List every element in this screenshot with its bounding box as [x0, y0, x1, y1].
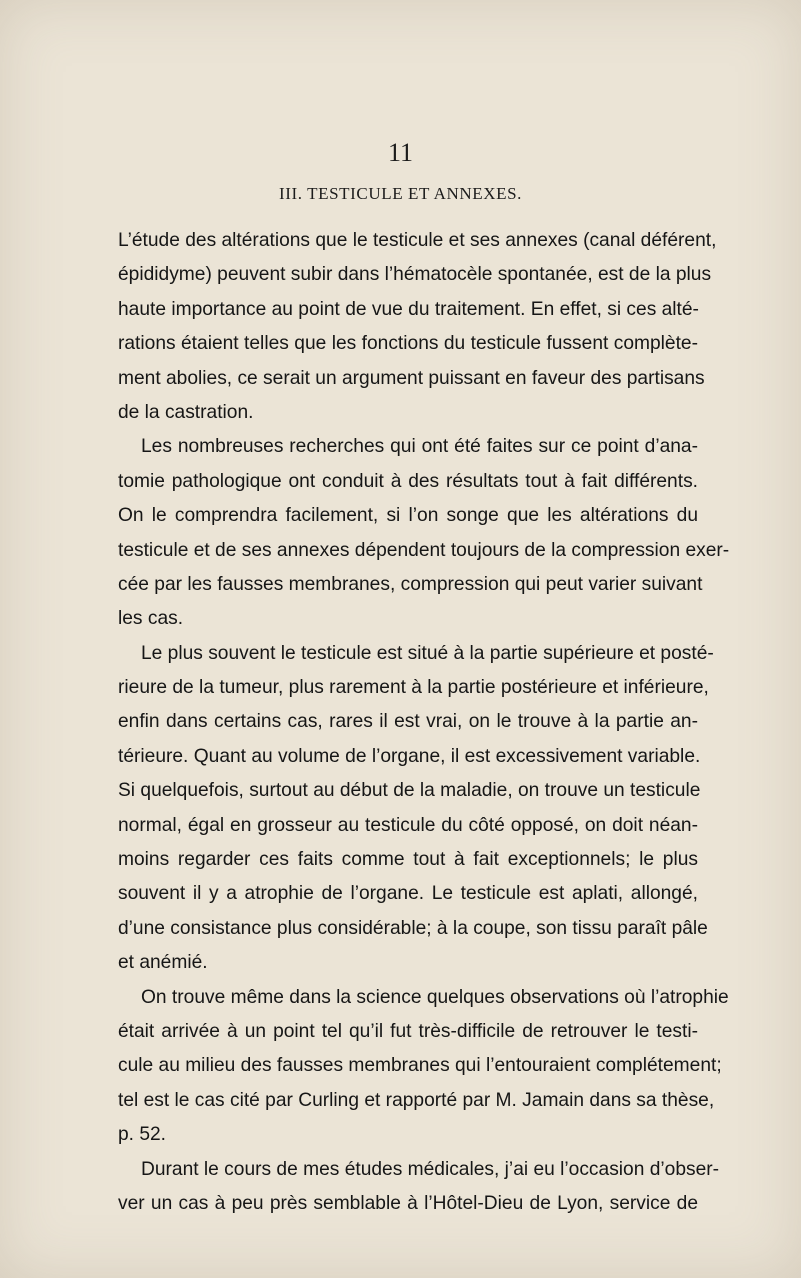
text-line: cée par les fausses membranes, compression qui peut varier suivant: [118, 573, 703, 595]
text-line: rieure de la tumeur, plus rarement à la partie postérieure et inférieure,: [118, 677, 709, 699]
text-line: était arrivée à un point tel qu’il fut très-difficile de retrouver le testi-: [118, 1020, 698, 1042]
text-line: souvent il y a atrophie de l’organe. Le testicule est aplati, allongé,: [118, 883, 698, 905]
text-line: cule au milieu des fausses membranes qui l’entouraient complétement;: [118, 1055, 722, 1077]
text-line: tomie pathologique ont conduit à des résultats tout à fait différents.: [118, 470, 698, 492]
text-line: moins regarder ces faits comme tout à fait exceptionnels; le plus: [118, 849, 698, 871]
text-line: ment abolies, ce serait un argument puissant en faveur des partisans: [118, 367, 705, 389]
section-heading: III. TESTICULE ET ANNEXES.: [278, 184, 523, 203]
text-line: Le plus souvent le testicule est situé à la partie supérieure et posté-: [141, 642, 714, 664]
text-line: On le comprendra facilement, si l’on songe que les altérations du: [118, 505, 698, 527]
text-line: les cas.: [118, 608, 184, 630]
body-text: [118, 224, 730, 1221]
text-line: rations étaient telles que les fonctions du testicule fussent complète-: [118, 333, 698, 355]
text-line: térieure. Quant au volume de l’organe, il est excessivement variable.: [118, 745, 701, 767]
text-line: L’étude des altérations que le testicule et ses annexes (canal déférent,: [118, 230, 717, 251]
text-line: testicule et de ses annexes dépendent toujours de la compression exer-: [118, 539, 730, 561]
text-line: ver un cas à peu près semblable à l’Hôtel-Dieu de Lyon, service de: [118, 1192, 698, 1214]
text-line: Si quelquefois, surtout au début de la maladie, on trouve un testicule: [118, 780, 701, 802]
text-line: tel est le cas cité par Curling et rapporté par M. Jamain dans sa thèse,: [118, 1089, 715, 1111]
text-line: On trouve même dans la science quelques observations où l’atrophie: [141, 986, 729, 1008]
page-number: 11: [387, 138, 414, 167]
text-line: d’une consistance plus considérable; à la coupe, son tissu paraît pâle: [118, 917, 708, 939]
text-line: p. 52.: [118, 1124, 167, 1146]
text-line: épididyme) peuvent subir dans l’hématocèle spontanée, est de la plus: [118, 264, 712, 286]
text-line: et anémié.: [118, 952, 208, 974]
text-line: haute importance au point de vue du traitement. En effet, si ces alté-: [118, 298, 699, 320]
text-line: de la castration.: [118, 401, 254, 423]
text-line: enfin dans certains cas, rares il est vrai, on le trouve à la partie an-: [118, 711, 698, 733]
text-line: Durant le cours de mes études médicales, j’ai eu l’occasion d’obser-: [141, 1158, 720, 1180]
text-line: normal, égal en grosseur au testicule du côté opposé, on doit néan-: [118, 814, 698, 836]
text-line: Les nombreuses recherches qui ont été faites sur ce point d’ana-: [141, 436, 698, 458]
